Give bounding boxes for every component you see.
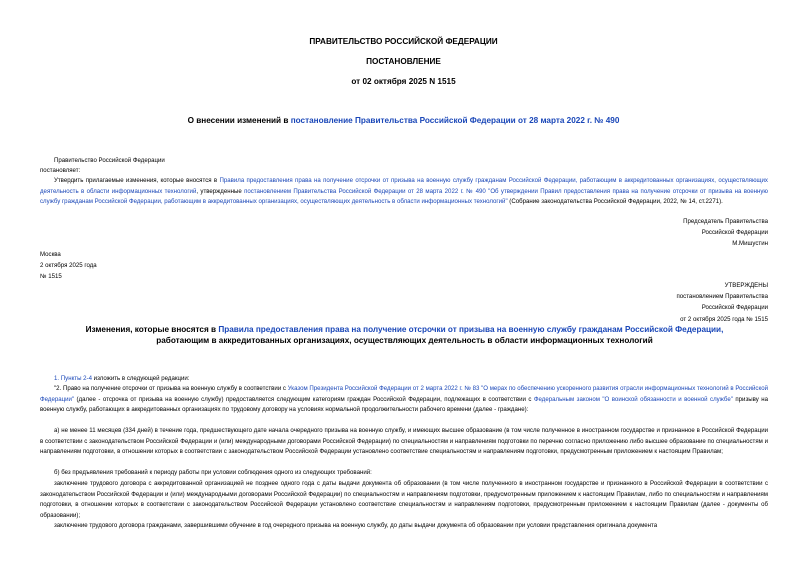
approved-line-3: Российской Федерации	[701, 304, 768, 312]
place-number: № 1515	[40, 273, 62, 281]
change-3: а) не менее 11 месяцев (334 дней) в течение года, предшествующего дате начала очередного призыва на военную службу, и имеющих высшее образование (в том числе полученное в иностранном государстве и признанное в Российской Федерации в соответствии с законодательством Российской Федерации и (или) международными договорами Российской Федерации) по специальностям и направлениям подготовки по перечню согласно приложению либо высшее образование по специальностям и направлениям подготовки, в отношении которых в соответствии с законодательством Российской Федерации установлено соответствие специальностям и направлениям подготовки, предусмотренным приложением к настоящим Правилам;	[40, 427, 768, 456]
place-date-block	[40, 249, 97, 283]
signature-line-3: М.Мишустин	[732, 240, 768, 248]
approved-block	[676, 280, 768, 325]
changes-title-prefix: Изменения, которые вносятся в	[85, 325, 219, 334]
change-2	[40, 384, 768, 416]
change-2-text-c: призыву на военную службу, работающих в аккредитованных организациях по трудовому договору на условиях нормальной продолжительности рабочего времени (далее - граждане):	[40, 395, 768, 414]
approved-line-2: постановлением Правительства	[676, 293, 768, 301]
body-p1: Правительство Российской Федерации	[54, 157, 165, 164]
change-6: заключение трудового договора гражданами, завершившими обучение в год очередного призыва на военную службу, до даты выдачи документа об образовании при условии представления оригинала документа	[54, 522, 658, 529]
header-number: от 02 октября 2025 N 1515	[351, 77, 456, 86]
change-2-decree-link[interactable]: Указом Президента Российской Федерации от 2 марта 2022 г. № 83 "О мерах по обеспечению ускоренного развития отрасли информационных технологий в Российской Федерации"	[40, 385, 768, 403]
body-p2: постановляет:	[40, 167, 81, 174]
change-1-text: изложить в следующей редакции:	[91, 375, 190, 382]
change-2-law-link[interactable]: Федеральным законом "О воинской обязанности и военной службе"	[533, 395, 733, 403]
change-1-link[interactable]: 1. Пункты 2-4	[54, 375, 92, 382]
p3-decree-link[interactable]: постановлением Правительства Российской Федерации от 28 марта 2022 г. № 490 "Об утверждении Правил предоставления права на получение отсрочки от призыва на военную службу гражданам Российской Федерации, работающим в аккредитованных организациях, осуществляющих деятельность в области информационных технологий"	[40, 187, 768, 206]
changes-title-link[interactable]: Правила предоставления права на получение отсрочки от призыва на военную службу гражданам Российской Федерации,	[218, 325, 724, 334]
approved-line-4: от 2 октября 2025 года № 1515	[680, 315, 768, 323]
place-city: Москва	[40, 251, 61, 258]
p3-text-a: Утвердить прилагаемые изменения, которые вносятся в	[54, 177, 220, 184]
approved-line-1: УТВЕРЖДЕНЫ	[724, 282, 768, 289]
document-title	[0, 116, 807, 125]
p3-text-c: (Собрание законодательства Российской Федерации, 2022, № 14, ст.2271).	[507, 198, 723, 206]
changes-title-rest: работающим в аккредитованных организациях, осуществляющих деятельность в области информационных технологий	[156, 336, 653, 346]
title-prefix: О внесении изменений в	[187, 116, 291, 125]
change-2-text-a: "2. Право на получение отсрочки от призыва на военную службу в соответствии с	[54, 385, 288, 392]
header-org: ПРАВИТЕЛЬСТВО РОССИЙСКОЙ ФЕДЕРАЦИИ	[309, 37, 498, 46]
signature-line-1: Председатель Правительства	[683, 218, 768, 225]
signature-line-2: Российской Федерации	[701, 229, 768, 237]
change-2-text-b: (далее - отсрочка от призыва на военную службу) предоставляется следующим категориям граждан Российской Федерации, подлежащих в соответствии с	[74, 395, 534, 403]
title-link[interactable]: постановление Правительства Российской Федерации от 28 марта 2022 г. № 490	[290, 116, 620, 125]
body-p3	[40, 176, 768, 208]
change-4: б) без предъявления требований к периоду работы при условии соблюдения одного из следующих требований:	[54, 469, 372, 476]
changes-title	[52, 324, 757, 346]
place-date: 2 октября 2025 года	[40, 262, 97, 270]
header-doctype: ПОСТАНОВЛЕНИЕ	[366, 57, 441, 66]
signature-block	[683, 216, 768, 250]
change-5: заключение трудового договора с аккредитованной организацией не позднее одного года с даты выдачи документа об образовании (в том числе полученного в иностранном государстве и признанного в Российской Федерации в соответствии с законодательством Российской Федерации и (или) международными договорами Российской Федерации) по специальностям и направлениям подготовки, предусмотренным приложением к настоящим Правилам, либо по специальностям и направлениям подготовки, в отношении которых в соответствии с законодательством Российской Федерации установлено соответствие специальностям и направлениям подготовки, предусмотренным приложением к настоящим Правилам (далее - документы об образовании);	[40, 480, 768, 519]
p3-text-b: , утвержденные	[196, 187, 245, 195]
p3-rules-link[interactable]: Правила предоставления права на получение отсрочки от призыва на военную службу гражданам Российской Федерации, работающим в аккредитованных организациях, осуществляющих деятельность в области информационных технологий	[40, 177, 768, 195]
change-1	[40, 374, 768, 385]
